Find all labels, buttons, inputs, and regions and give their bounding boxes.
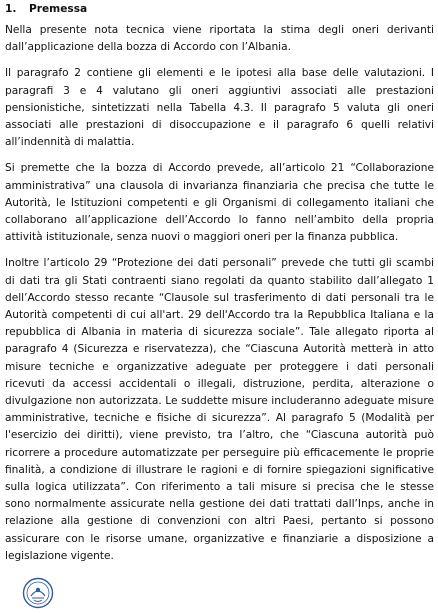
section-heading [5, 2, 434, 17]
paragraph-intro: Nella presente nota tecnica viene riportata la stima degli oneri derivanti dall’applicazione della bozza di Accordo con l’Albania. [5, 24, 434, 54]
paragraph-data-protection: Inoltre l’articolo 29 “Protezione dei dati personali” prevede che tutti gli scambi di dati tra gli Stati contraenti siano regolati da quanto stabilito dall’allegato 1 dell’Accordo stesso recante “Clausole sul trasferimento di dati personali tra le Autorità competenti di cui all'art. 29 dell'Accordo tra la Repubblica Italiana e la repubblica di Albania in materia di sicurezza sociale”. Tale allegato riporta al paragrafo 4 (Sicurezza e riservatezza), che “Ciascuna Autorità metterà in atto misure tecniche e organizzative adeguate per proteggere i dati personali ricevuti da accessi accidentali o illegali, distruzione, perdita, alterazione o divulgazione non autorizzata. Le suddette misure includeranno adeguate misure amministrative, tecniche e fisiche di sicurezza”. Al paragrafo 5 (Modalità per l'esercizio dei diritti), viene previsto, tra l’altro, che “Ciascuna autorità può ricorrere a procedure automatizzate per perseguire più efficacemente le proprie finalità, a condizione di illustrare le ragioni e di fornire spiegazioni significative sulla logica utilizzata”. Con riferimento a tali misure si precisa che le stesse sono normalmente assicurate nella gestione dei dati trattati dall’Inps, anche in relazione alla gestione di convenzioni con altri Paesi, pertanto si possono assicurare con le risorse umane, organizzative e finanziarie a disposizione a legislazione vigente. [5, 257, 434, 562]
paragraph-structure: Il paragrafo 2 contiene gli elementi e le ipotesi alla base delle valutazioni. I paragrafi 3 e 4 valutano gli oneri aggiuntivi associati alle prestazioni pensionistiche, sintetizzati nella Tabella 4.3. Il paragrafo 5 valuta gli oneri associati alle prestazioni di disoccupazione e il paragrafo 6 quelli relativi all’indennità di malattia. [5, 67, 434, 149]
inps-seal-icon [22, 577, 54, 609]
document-page [5, 0, 434, 565]
paragraph-invariance-clause: Si premette che la bozza di Accordo prevede, all’articolo 21 “Collaborazione amministrativa” una clausola di invarianza finanziaria che precisa che tutte le Autorità, le Istituzioni competenti e gli Organismi di collegamento italiani che collaborano all’applicazione dell’Accordo lo fanno nell’ambito della propria attività istituzionale, senza nuovi o maggiori oneri per la finanza pubblica. [5, 162, 434, 244]
section-number: 1. [5, 3, 17, 15]
section-title: Premessa [29, 3, 88, 15]
